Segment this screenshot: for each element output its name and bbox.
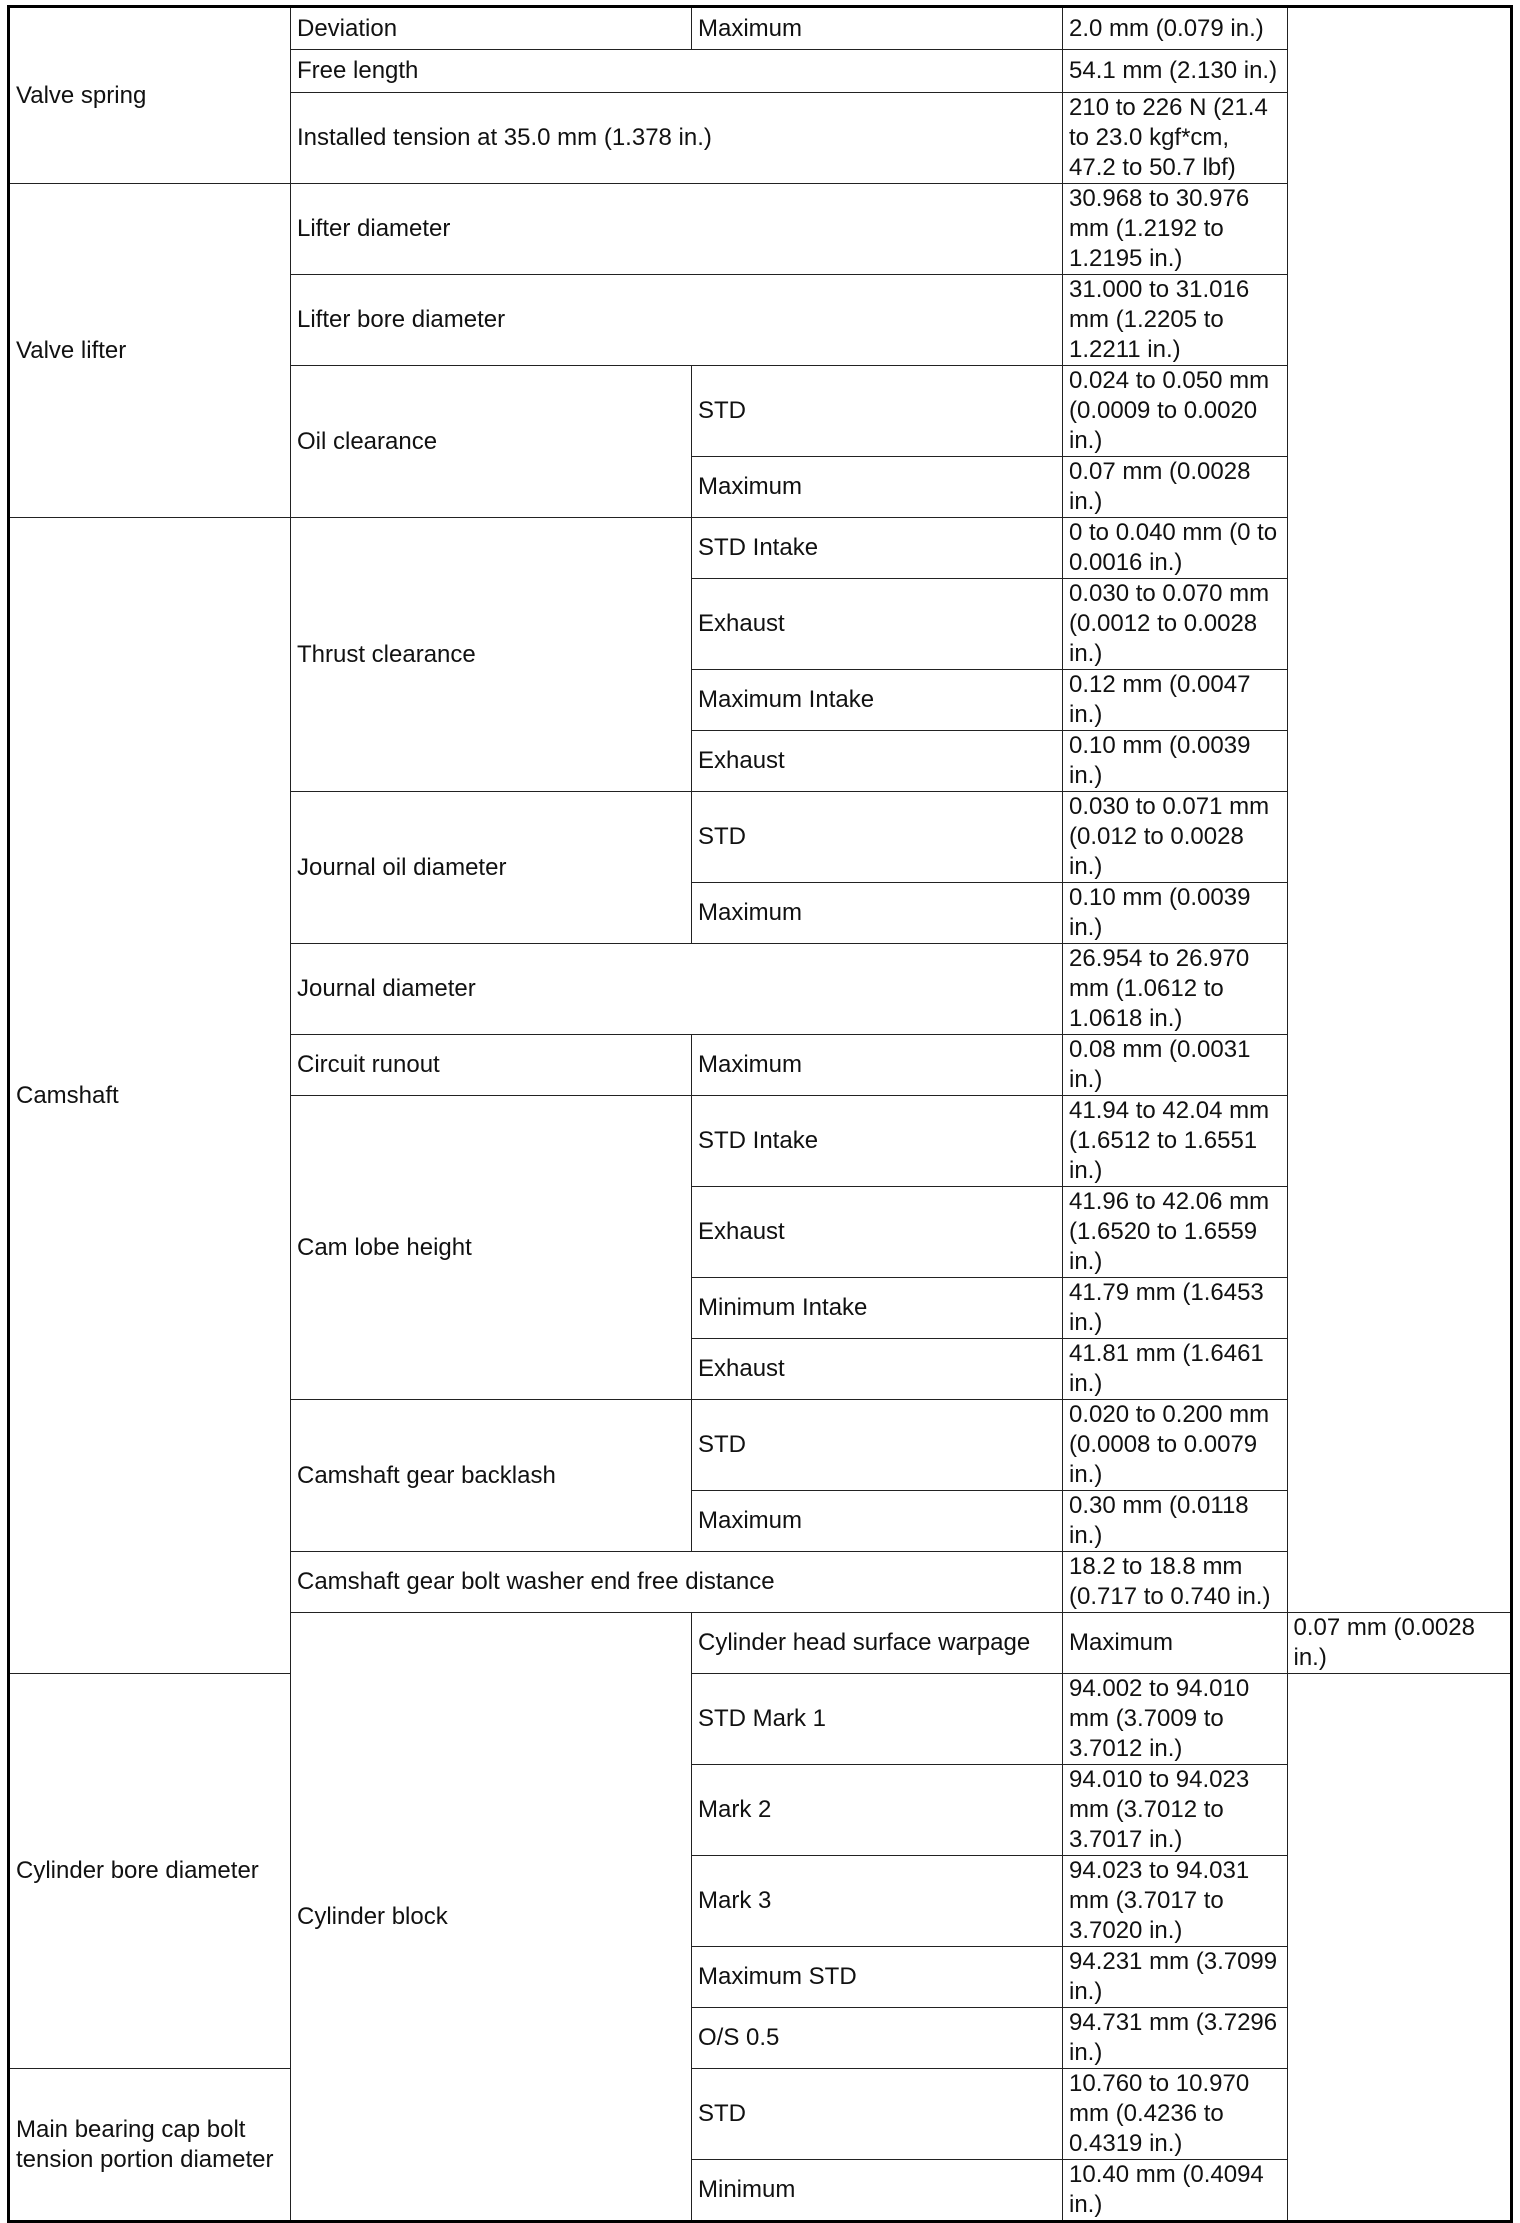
value-cell: 94.002 to 94.010 mm (3.7009 to 3.7012 in.)	[1063, 1674, 1288, 1765]
condition-cell: Minimum	[692, 2160, 1063, 2222]
value-cell: 94.231 mm (3.7099 in.)	[1063, 1947, 1288, 2008]
item-cell: Journal oil diameter	[291, 792, 692, 944]
item-cell: Main bearing cap bolt tension portion diameter	[9, 2069, 291, 2222]
value-cell: 0.08 mm (0.0031 in.)	[1063, 1035, 1288, 1096]
value-cell: 0 to 0.040 mm (0 to 0.0016 in.)	[1063, 518, 1288, 579]
condition-cell: Maximum	[692, 883, 1063, 944]
component-cell: Camshaft	[9, 518, 291, 1674]
value-cell: 94.731 mm (3.7296 in.)	[1063, 2008, 1288, 2069]
condition-cell: Exhaust	[692, 731, 1063, 792]
table-row	[9, 1674, 1512, 1765]
item-cell: Cylinder head surface warpage	[692, 1613, 1063, 1674]
value-cell: 0.30 mm (0.0118 in.)	[1063, 1491, 1288, 1552]
condition-cell: Maximum	[692, 7, 1063, 50]
table-row	[9, 184, 1512, 275]
value-cell: 0.030 to 0.070 mm (0.0012 to 0.0028 in.)	[1063, 579, 1288, 670]
condition-cell: STD	[692, 2069, 1063, 2160]
condition-cell: Exhaust	[692, 1339, 1063, 1400]
item-cell: Deviation	[291, 7, 692, 50]
condition-cell: Exhaust	[692, 579, 1063, 670]
value-cell: 30.968 to 30.976 mm (1.2192 to 1.2195 in.)	[1063, 184, 1288, 275]
value-cell: 10.40 mm (0.4094 in.)	[1063, 2160, 1288, 2222]
condition-cell: Mark 3	[692, 1856, 1063, 1947]
condition-cell: Maximum	[692, 1491, 1063, 1552]
value-cell: 31.000 to 31.016 mm (1.2205 to 1.2211 in.)	[1063, 275, 1288, 366]
condition-cell: Maximum Intake	[692, 670, 1063, 731]
table-row	[9, 518, 1512, 579]
value-cell: 10.760 to 10.970 mm (0.4236 to 0.4319 in.)	[1063, 2069, 1288, 2160]
item-cell: Journal diameter	[291, 944, 1063, 1035]
condition-cell: STD Intake	[692, 518, 1063, 579]
condition-cell: Maximum STD	[692, 1947, 1063, 2008]
value-cell: 2.0 mm (0.079 in.)	[1063, 7, 1288, 50]
value-cell: 94.010 to 94.023 mm (3.7012 to 3.7017 in.)	[1063, 1765, 1288, 1856]
value-cell: 41.81 mm (1.6461 in.)	[1063, 1339, 1288, 1400]
item-cell: Installed tension at 35.0 mm (1.378 in.)	[291, 93, 1063, 184]
condition-cell: STD	[692, 1400, 1063, 1491]
condition-cell: STD Mark 1	[692, 1674, 1063, 1765]
item-cell: Thrust clearance	[291, 518, 692, 792]
value-cell: 0.030 to 0.071 mm (0.012 to 0.0028 in.)	[1063, 792, 1288, 883]
value-cell: 41.96 to 42.06 mm (1.6520 to 1.6559 in.)	[1063, 1187, 1288, 1278]
value-cell: 0.020 to 0.200 mm (0.0008 to 0.0079 in.)	[1063, 1400, 1288, 1491]
item-cell: Lifter diameter	[291, 184, 1063, 275]
condition-cell: STD	[692, 792, 1063, 883]
value-cell: 54.1 mm (2.130 in.)	[1063, 50, 1288, 93]
value-cell: 0.07 mm (0.0028 in.)	[1287, 1613, 1512, 1674]
value-cell: 41.79 mm (1.6453 in.)	[1063, 1278, 1288, 1339]
condition-cell: Minimum Intake	[692, 1278, 1063, 1339]
specification-table	[7, 5, 1513, 2223]
value-cell: 0.10 mm (0.0039 in.)	[1063, 731, 1288, 792]
value-cell: 94.023 to 94.031 mm (3.7017 to 3.7020 in.)	[1063, 1856, 1288, 1947]
item-cell: Cylinder bore diameter	[9, 1674, 291, 2069]
value-cell: 0.12 mm (0.0047 in.)	[1063, 670, 1288, 731]
table-row	[9, 2069, 1512, 2160]
value-cell: 0.024 to 0.050 mm (0.0009 to 0.0020 in.)	[1063, 366, 1288, 457]
item-cell: Circuit runout	[291, 1035, 692, 1096]
condition-cell: Maximum	[692, 457, 1063, 518]
component-cell: Valve lifter	[9, 184, 291, 518]
value-cell: 210 to 226 N (21.4 to 23.0 kgf*cm, 47.2 to 50.7 lbf)	[1063, 93, 1288, 184]
condition-cell: STD Intake	[692, 1096, 1063, 1187]
item-cell: Camshaft gear backlash	[291, 1400, 692, 1552]
item-cell: Lifter bore diameter	[291, 275, 1063, 366]
table-row	[9, 7, 1512, 50]
component-cell: Valve spring	[9, 7, 291, 184]
value-cell: 41.94 to 42.04 mm (1.6512 to 1.6551 in.)	[1063, 1096, 1288, 1187]
condition-cell: O/S 0.5	[692, 2008, 1063, 2069]
value-cell: 0.10 mm (0.0039 in.)	[1063, 883, 1288, 944]
condition-cell: Mark 2	[692, 1765, 1063, 1856]
item-cell: Cam lobe height	[291, 1096, 692, 1400]
item-cell: Oil clearance	[291, 366, 692, 518]
value-cell: 26.954 to 26.970 mm (1.0612 to 1.0618 in.)	[1063, 944, 1288, 1035]
condition-cell: Maximum	[692, 1035, 1063, 1096]
component-cell: Cylinder block	[291, 1613, 692, 2222]
condition-cell: Exhaust	[692, 1187, 1063, 1278]
value-cell: 0.07 mm (0.0028 in.)	[1063, 457, 1288, 518]
item-cell: Camshaft gear bolt washer end free distance	[291, 1552, 1063, 1613]
condition-cell: Maximum	[1063, 1613, 1288, 1674]
condition-cell: STD	[692, 366, 1063, 457]
value-cell: 18.2 to 18.8 mm (0.717 to 0.740 in.)	[1063, 1552, 1288, 1613]
item-cell: Free length	[291, 50, 1063, 93]
